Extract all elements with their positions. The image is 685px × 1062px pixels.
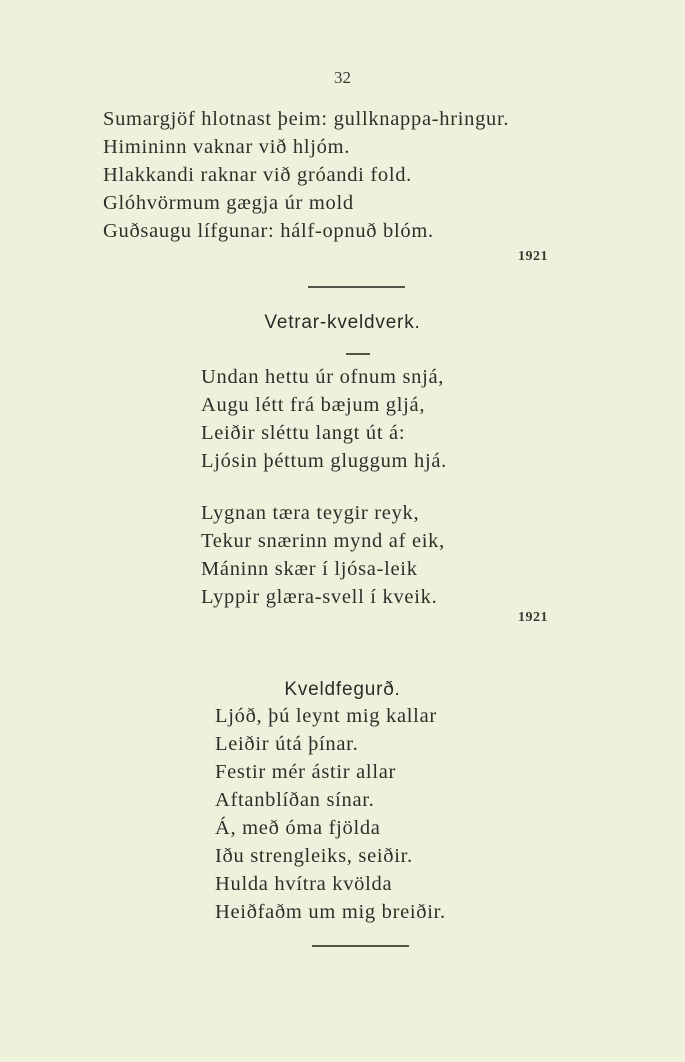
verse-line: Sumargjöf hlotnast þeim: gullknappa-hringur. bbox=[103, 108, 510, 130]
verse-line: Guðsaugu lífgunar: hálf-opnuð blóm. bbox=[103, 220, 434, 242]
verse-line: Iðu strengleiks, seiðir. bbox=[215, 845, 413, 867]
poem-year: 1921 bbox=[518, 610, 548, 625]
verse-line: Himininn vaknar við hljóm. bbox=[103, 136, 351, 158]
verse-line: Hlakkandi raknar við gróandi fold. bbox=[103, 164, 413, 186]
section-divider bbox=[312, 945, 409, 947]
page-number: 32 bbox=[334, 68, 351, 87]
verse-line: Undan hettu úr ofnum snjá, bbox=[201, 366, 445, 388]
title-rule bbox=[346, 353, 370, 355]
verse-line: Leiðir útá þínar. bbox=[215, 733, 359, 755]
verse-line: Aftanblíðan sínar. bbox=[215, 789, 375, 811]
verse-line: Máninn skær í ljósa-leik bbox=[201, 558, 418, 580]
verse-line: Glóhvörmum gægja úr mold bbox=[103, 192, 354, 214]
poem-title: Vetrar-kveldverk. bbox=[264, 312, 421, 333]
verse-line: Leiðir sléttu langt út á: bbox=[201, 422, 406, 444]
section-divider bbox=[308, 286, 405, 288]
verse-line: Festir mér ástir allar bbox=[215, 761, 397, 783]
poem-year: 1921 bbox=[518, 249, 548, 264]
verse-line: Augu létt frá bæjum gljá, bbox=[201, 394, 426, 416]
verse-line: Heiðfaðm um mig breiðir. bbox=[215, 901, 446, 923]
verse-line: Tekur snærinn mynd af eik, bbox=[201, 530, 445, 552]
verse-line: Á, með óma fjölda bbox=[215, 817, 381, 839]
verse-line: Lyppir glæra-svell í kveik. bbox=[201, 586, 438, 608]
verse-line: Ljóð, þú leynt mig kallar bbox=[215, 705, 437, 727]
verse-line: Lygnan tæra teygir reyk, bbox=[201, 502, 420, 524]
verse-line: Hulda hvítra kvölda bbox=[215, 873, 393, 895]
poem-title: Kveldfegurð. bbox=[284, 679, 401, 700]
verse-line: Ljósin þéttum gluggum hjá. bbox=[201, 450, 447, 472]
